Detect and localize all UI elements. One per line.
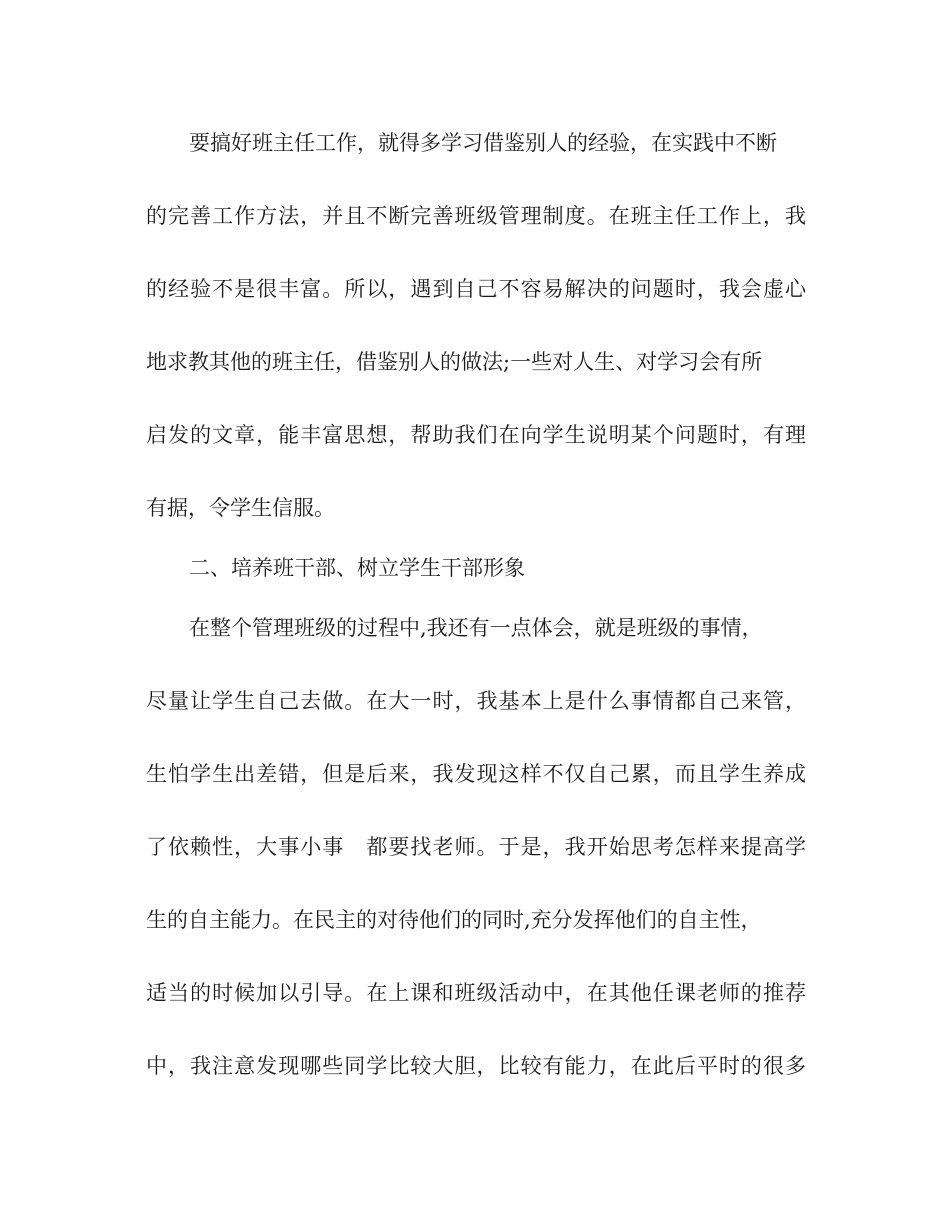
paragraph-2-line-1: 在整个管理班级的过程中,我还有一点体会，就是班级的事情， [189,616,763,640]
paragraph-1-line-3: 的经验不是很丰富。所以，遇到自己不容易解决的问题时，我会虚心 [146,277,806,301]
paragraph-1-line-6: 有据，令学生信服。 [146,496,335,520]
paragraph-2-line-7: 中，我注意发现哪些同学比较大胆，比较有能力，在此后平时的很多 [146,1054,806,1078]
paragraph-2-line-6: 适当的时候加以引导。在上课和班级活动中，在其他任课老师的推荐 [146,981,806,1005]
paragraph-1-line-2: 的完善工作方法，并且不断完善班级管理制度。在班主任工作上，我 [146,204,806,228]
paragraph-2-line-4: 了依赖性，大事小事 都要找老师。于是，我开始思考怎样来提高学 [146,835,806,859]
paragraph-2-line-5: 生的自主能力。在民主的对待他们的同时,充分发挥他们的自主性， [146,908,762,932]
paragraph-1-line-1: 要搞好班主任工作，就得多学习借鉴别人的经验，在实践中不断 [189,131,777,155]
paragraph-1-line-5: 启发的文章，能丰富思想，帮助我们在向学生说明某个问题时，有理 [146,423,806,447]
section-heading: 二、培养班干部、树立学生干部形象 [189,556,525,580]
paragraph-2-line-2: 尽量让学生自己去做。在大一时，我基本上是什么事情都自己来管， [146,689,806,713]
paragraph-2-line-3: 生怕学生出差错，但是后来，我发现这样不仅自己累，而且学生养成 [146,762,806,786]
paragraph-1-line-4: 地求教其他的班主任，借鉴别人的做法;一些对人生、对学习会有所 [146,350,763,374]
